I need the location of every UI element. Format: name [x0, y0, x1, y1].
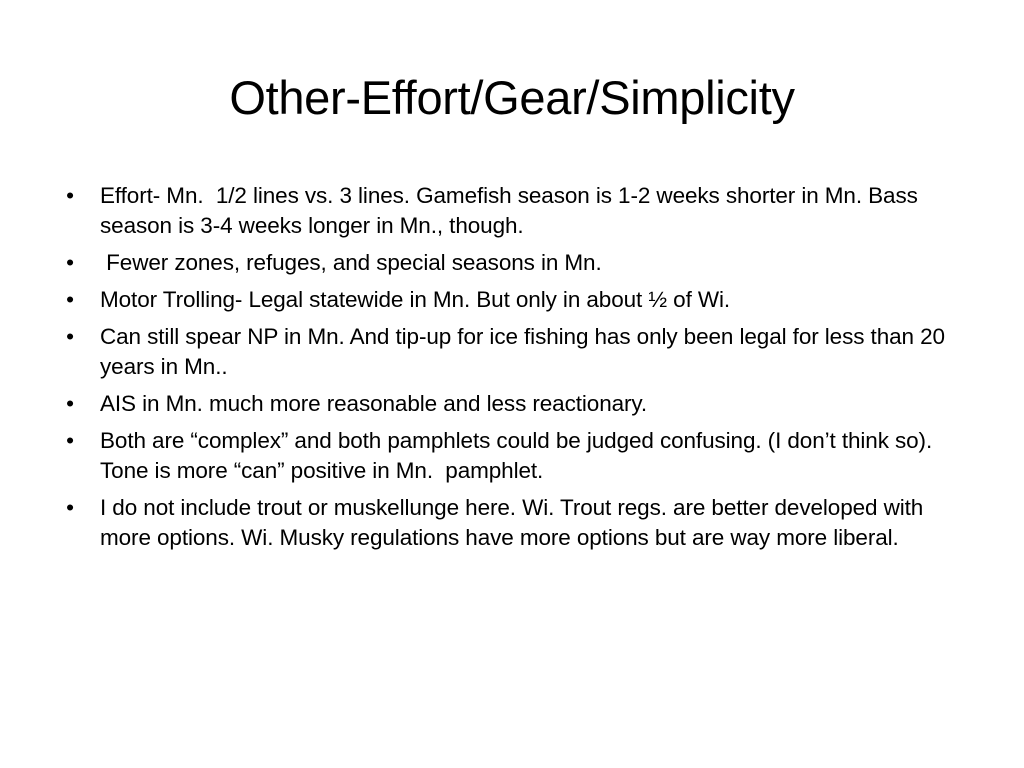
slide-title: Other-Effort/Gear/Simplicity [229, 71, 795, 124]
bullet-text: Fewer zones, refuges, and special seasons in Mn. [100, 250, 602, 275]
bullet-item-effort [60, 181, 970, 241]
bullet-text: Can still spear NP in Mn. And tip-up for ice fishing has only been legal for less than 20 years in Mn.. [100, 324, 952, 379]
bullet-list [60, 181, 970, 560]
bullet-item-spear-tip-up [60, 322, 970, 382]
bullet-item-trout-musky [60, 493, 970, 553]
bullet-icon: • [66, 495, 74, 520]
bullet-item-motor-trolling [60, 285, 970, 315]
bullet-text: Motor Trolling- Legal statewide in Mn. But only in about ½ of Wi. [100, 287, 731, 312]
bullet-icon: • [66, 324, 74, 349]
bullet-item-complexity [60, 426, 970, 486]
bullet-icon: • [66, 250, 74, 275]
bullet-text: I do not include trout or muskellunge here. Wi. Trout regs. are better developed with more options. Wi. Musky regulations have more options but are way more liberal. [100, 495, 930, 550]
bullet-icon: • [66, 183, 74, 208]
bullet-text: AIS in Mn. much more reasonable and less reactionary. [100, 391, 648, 416]
bullet-icon: • [66, 391, 74, 416]
bullet-item-ais [60, 389, 970, 419]
bullet-item-zones [60, 248, 970, 278]
bullet-text: Effort- Mn. 1/2 lines vs. 3 lines. Gamefish season is 1-2 weeks shorter in Mn. Bass season is 3-4 weeks longer in Mn., though. [100, 183, 924, 238]
bullet-icon: • [66, 428, 74, 453]
bullet-icon: • [66, 287, 74, 312]
bullet-text: Both are “complex” and both pamphlets could be judged confusing. (I don’t think so). Tone is more “can” positive in Mn. pamphlet. [100, 428, 938, 483]
